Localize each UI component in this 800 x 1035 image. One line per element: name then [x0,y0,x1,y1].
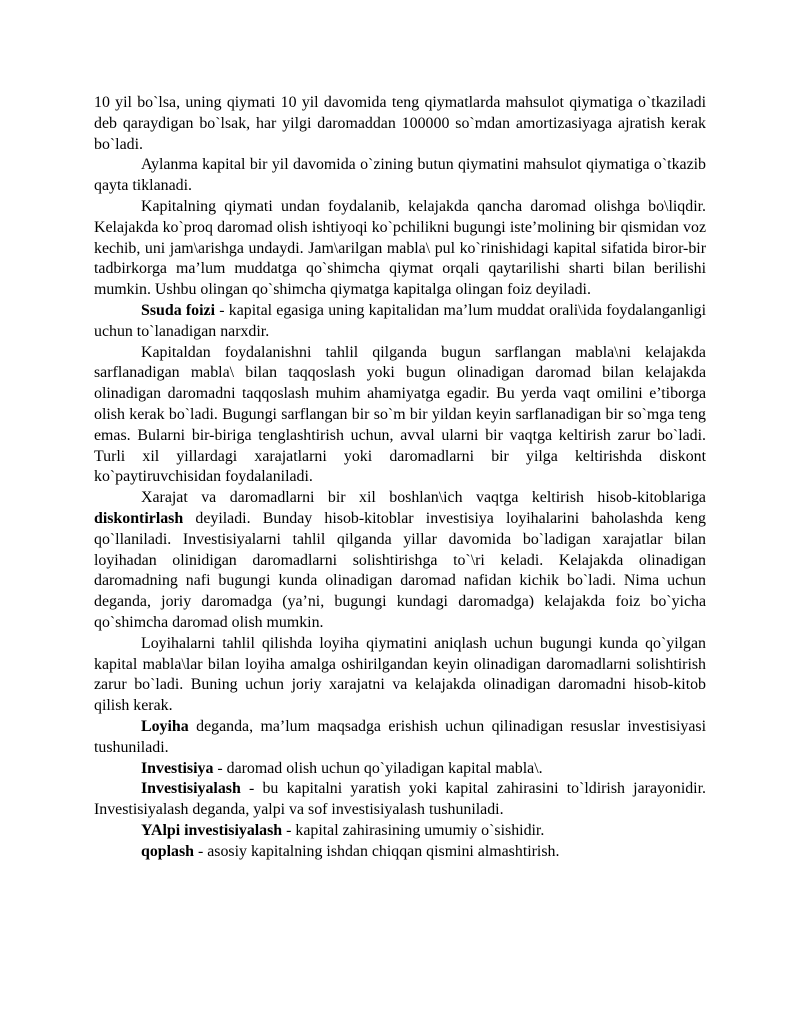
paragraph-text: 10 yil bo`lsa, uning qiymati 10 yil davomida teng qiymatlarda mahsulot qiymatiga o`tkaziladi deb qaraydigan bo`lsak, har yilgi daromaddan 100000 so`mdan amortizasiyaga ajratish kerak bo`ladi. [94,94,706,153]
paragraph-amortization [94,93,706,155]
paragraph-text: Kapitalning qiymati undan foydalanib, kelajakda qancha daromad olishga bo\liqdir. Kelajakda ko`proq daromad olish ishtiyoqi ko`pchilikni bugungi iste’molining bir qismidan voz kechib, uni jam\arishga undaydi. Jam\arilgan mabla\ pul ko`rinishidagi kapital sifatida biror-bir tadbirkorga ma’lum muddatga qo`shimcha qiymat orqali qaytarilishi sharti bilan berilishi mumkin. Ushbu olingan qo`shimcha qiymatga kapitalga olingan foiz deyiladi. [94,197,706,299]
paragraph-text: - kapital egasiga uning kapitalidan ma’lum muddat orali\ida foydalanganligi uchun to`lanadigan narxdir. [94,301,706,340]
paragraph-text: deyiladi. Bunday hisob-kitoblar investisiya loyihalarini baholashda keng qo`llaniladi. Investisiyalarni tahlil qilganda yillar davomida bo`ladigan xarajatlar bilan loyihadan olinidigan daromadlarni solishtirishga to`\ri keladi. Kelajakda olinadigan daromadning nafi bugungi kunda olinadigan daromad nafidan kichik bo`ladi. Nima uchun deganda, joriy daromadga (ya’ni, bugungi kundagi daromadga) kelajakda foiz bo`yicha qo`shimcha daromad olish mumkin. [94,509,706,631]
paragraph-investisiyalash [94,779,706,821]
term-investisiya: Investisiya [141,759,214,777]
paragraph-loyiha [94,717,706,759]
paragraph-text: - bu kapitalni yaratish yoki kapital zahirasini to`ldirish jarayonidir. Investisiyalash deganda, yalpi va sof investisiyalash tushuniladi. [94,780,706,819]
paragraph-text: - asosiy kapitalning ishdan chiqqan qismini almashtirish. [194,842,560,860]
paragraph-discounting [94,488,706,634]
paragraph-text: Aylanma kapital bir yil davomida o`zining butun qiymatini mahsulot qiymatiga o`tkazib qayta tiklanadi. [94,156,706,195]
paragraph-qoplash [94,842,706,863]
term-ssuda-foizi: Ssuda foizi [141,301,216,319]
paragraph-text: - daromad olish uchun qo`yiladigan kapital mabla\. [213,759,543,777]
term-diskontirlash: diskontirlash [94,509,184,527]
document-page [94,93,706,862]
paragraph-text-before: Xarajat va daromadlarni bir xil boshlan\ich vaqtga keltirish hisob-kitoblariga [141,489,706,507]
term-loyiha: Loyiha [141,717,189,735]
paragraph-capital-value [94,197,706,301]
paragraph-project-analysis [94,634,706,717]
term-investisiyalash: Investisiyalash [141,780,241,798]
term-yalpi-investisiyalash: YAlpi investisiyalash [141,821,283,839]
paragraph-text: Kapitaldan foydalanishni tahlil qilganda bugun sarflangan mabla\ni kelajakda sarflanadigan mabla\ bilan taqqoslash yoki bugun olinadigan daromad bilan kelajakda olinadigan daromadni taqqoslash muhim ahamiyatga egadir. Bu yerda vaqt omilini e’tiborga olish kerak bo`ladi. Bugungi sarflangan bir so`m bir yildan keyin sarflanadigan bir so`mga teng emas. Bularni bir-biriga tenglashtirish uchun, avval ularni bir vaqtga keltirish zarur bo`ladi. Turli xil yillardagi xarajatlarni yoki daromadlarni bir yilga keltirishda diskont ko`paytiruvchisidan foydalaniladi. [94,343,706,486]
term-qoplash: qoplash [141,842,195,860]
paragraph-text: Loyihalarni tahlil qilishda loyiha qiymatini aniqlash uchun bugungi kunda qo`yilgan kapital mabla\lar bilan loyiha amalga oshirilgandan keyin olinadigan daromadlarni solishtirish zarur bo`ladi. Buning uchun joriy xarajatni va kelajakda olinadigan daromadni hisob-kitob qilish kerak. [94,634,706,715]
paragraph-text: deganda, ma’lum maqsadga erishish uchun qilinadigan resuslar investisiyasi tushuniladi. [94,717,706,756]
paragraph-capital-analysis [94,343,706,489]
paragraph-investisiya [94,759,706,780]
paragraph-text: - kapital zahirasining umumiy o`sishidir. [282,821,545,839]
paragraph-working-capital [94,155,706,197]
paragraph-yalpi-investisiyalash [94,821,706,842]
paragraph-loan-interest [94,301,706,343]
